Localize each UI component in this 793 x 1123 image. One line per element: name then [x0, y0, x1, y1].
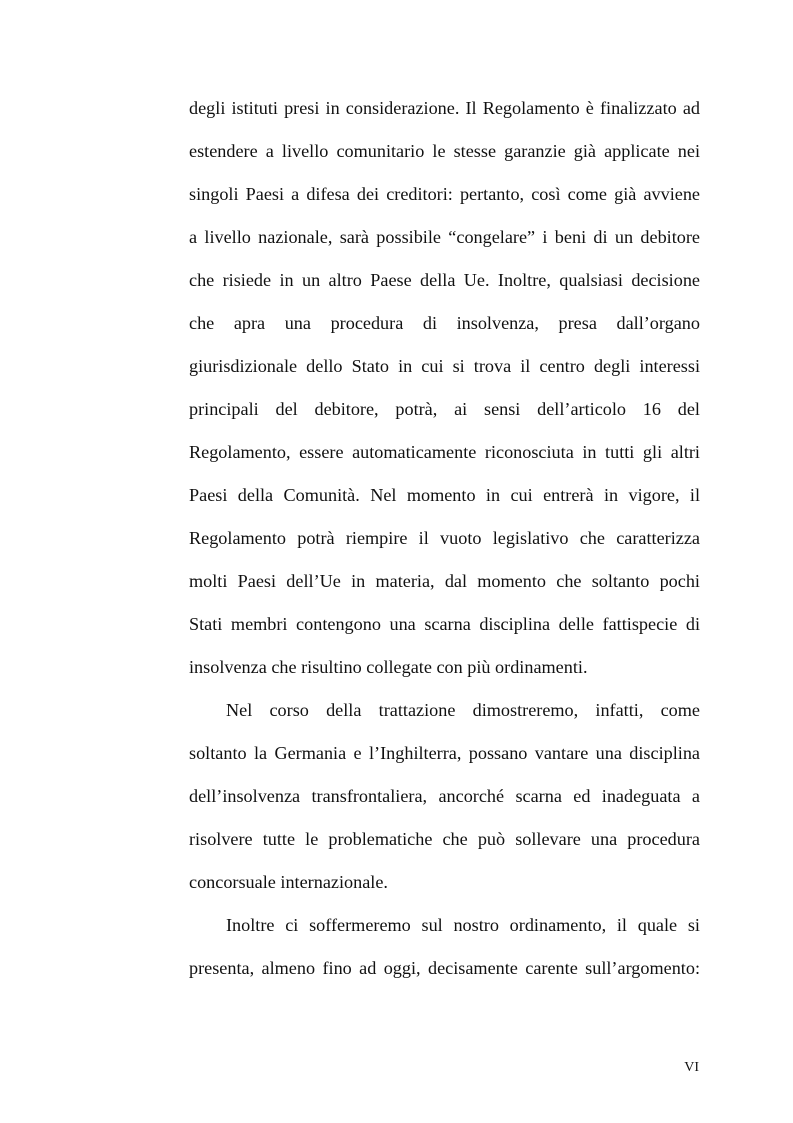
- text-line: Regolamento, essere automaticamente riconosciuta in tutti gli altri: [189, 442, 700, 462]
- text-line: soltanto la Germania e l’Inghilterra, possano vantare una disciplina: [189, 743, 700, 763]
- paragraph-3: [189, 904, 700, 990]
- text-line: concorsuale internazionale.: [189, 872, 388, 892]
- paragraph-1: [189, 87, 700, 689]
- text-line: presenta, almeno fino ad oggi, decisamente carente sull’argomento:: [189, 958, 700, 978]
- text-line: Stati membri contengono una scarna disciplina delle fattispecie di: [189, 614, 700, 634]
- text-line: estendere a livello comunitario le stesse garanzie già applicate nei: [189, 141, 700, 161]
- text-line: insolvenza che risultino collegate con più ordinamenti.: [189, 657, 588, 677]
- text-line: Inoltre ci soffermeremo sul nostro ordinamento, il quale si: [226, 915, 700, 935]
- text-line: Paesi della Comunità. Nel momento in cui entrerà in vigore, il: [189, 485, 700, 505]
- text-line: degli istituti presi in considerazione. Il Regolamento è finalizzato ad: [189, 98, 700, 118]
- text-line: molti Paesi dell’Ue in materia, dal momento che soltanto pochi: [189, 571, 700, 591]
- page-number: VI: [684, 1060, 699, 1075]
- paragraph-2: [189, 689, 700, 904]
- text-line: che apra una procedura di insolvenza, presa dall’organo: [189, 313, 700, 333]
- text-line: principali del debitore, potrà, ai sensi dell’articolo 16 del: [189, 399, 700, 419]
- text-line: singoli Paesi a difesa dei creditori: pertanto, così come già avviene: [189, 184, 700, 204]
- text-line: che risiede in un altro Paese della Ue. Inoltre, qualsiasi decisione: [189, 270, 700, 290]
- text-line: Nel corso della trattazione dimostreremo, infatti, come: [226, 700, 700, 720]
- text-line: Regolamento potrà riempire il vuoto legislativo che caratterizza: [189, 528, 700, 548]
- text-line: risolvere tutte le problematiche che può sollevare una procedura: [189, 829, 700, 849]
- text-line: dell’insolvenza transfrontaliera, ancorché scarna ed inadeguata a: [189, 786, 700, 806]
- text-line: giurisdizionale dello Stato in cui si trova il centro degli interessi: [189, 356, 700, 376]
- body-text: [189, 87, 700, 990]
- text-line: a livello nazionale, sarà possibile “congelare” i beni di un debitore: [189, 227, 700, 247]
